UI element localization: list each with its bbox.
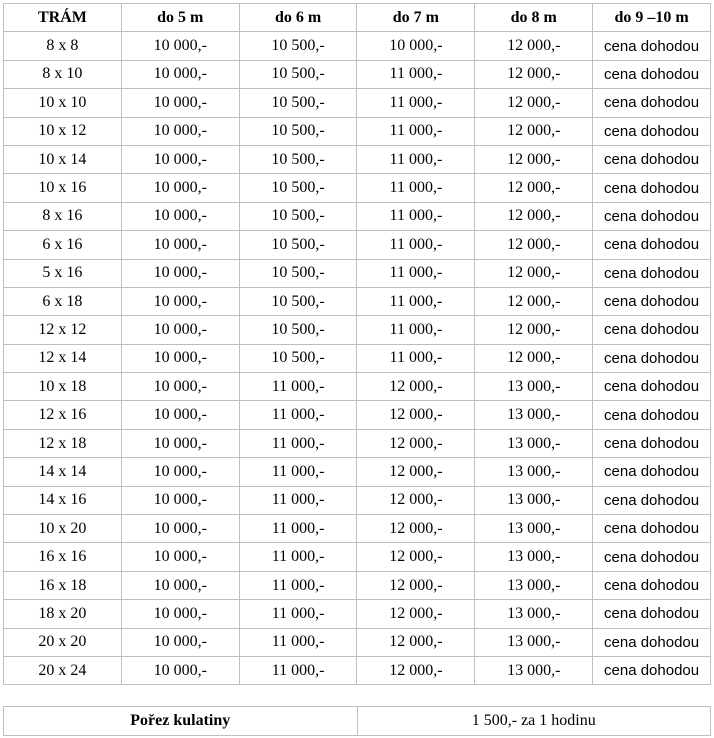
price-cell: 10 500,- (239, 231, 357, 259)
price-cell: 10 500,- (239, 32, 357, 60)
price-cell: 10 500,- (239, 287, 357, 315)
price-cell: 13 000,- (475, 429, 593, 457)
price-cell: 12 000,- (357, 571, 475, 599)
price-cell: cena dohodou (593, 429, 711, 457)
cutting-value: 1 500,- za 1 hodinu (357, 707, 711, 736)
price-cell: 10 000,- (121, 373, 239, 401)
price-cell: 13 000,- (475, 571, 593, 599)
price-cell: cena dohodou (593, 628, 711, 656)
column-header: do 9 –10 m (593, 4, 711, 32)
beam-size-cell: 8 x 8 (4, 32, 122, 60)
price-cell: 11 000,- (357, 231, 475, 259)
column-header: do 5 m (121, 4, 239, 32)
price-cell: 11 000,- (239, 543, 357, 571)
beam-size-cell: 6 x 18 (4, 287, 122, 315)
price-cell: cena dohodou (593, 145, 711, 173)
beam-size-cell: 10 x 16 (4, 174, 122, 202)
price-cell: 11 000,- (239, 429, 357, 457)
price-cell: 11 000,- (357, 316, 475, 344)
price-cell: 12 000,- (475, 231, 593, 259)
price-cell: 10 000,- (121, 401, 239, 429)
price-cell: 10 000,- (121, 287, 239, 315)
price-cell: cena dohodou (593, 373, 711, 401)
price-cell: 11 000,- (357, 287, 475, 315)
price-cell: 10 500,- (239, 259, 357, 287)
price-cell: 12 000,- (475, 117, 593, 145)
price-cell: 10 000,- (121, 117, 239, 145)
price-table-body (4, 32, 711, 685)
price-cell: 10 000,- (121, 344, 239, 372)
price-cell: cena dohodou (593, 117, 711, 145)
price-cell: 13 000,- (475, 656, 593, 684)
price-cell: cena dohodou (593, 543, 711, 571)
price-cell: 13 000,- (475, 600, 593, 628)
cutting-label: Pořez kulatiny (4, 707, 358, 736)
price-cell: 12 000,- (357, 656, 475, 684)
price-cell: cena dohodou (593, 231, 711, 259)
price-cell: 11 000,- (357, 344, 475, 372)
price-cell: 11 000,- (239, 571, 357, 599)
table-row (4, 316, 711, 344)
beam-size-cell: 10 x 20 (4, 515, 122, 543)
price-cell: 11 000,- (357, 145, 475, 173)
price-cell: 11 000,- (357, 60, 475, 88)
table-row (4, 600, 711, 628)
table-row (4, 543, 711, 571)
cutting-table (3, 706, 711, 736)
price-cell: 10 500,- (239, 60, 357, 88)
price-cell: 10 000,- (121, 202, 239, 230)
price-cell: 11 000,- (357, 174, 475, 202)
price-cell: cena dohodou (593, 486, 711, 514)
price-cell: cena dohodou (593, 89, 711, 117)
table-row (4, 656, 711, 684)
table-row (4, 60, 711, 88)
price-cell: 10 500,- (239, 117, 357, 145)
price-cell: 12 000,- (475, 344, 593, 372)
price-cell: 10 500,- (239, 202, 357, 230)
beam-size-cell: 20 x 20 (4, 628, 122, 656)
beam-size-cell: 10 x 12 (4, 117, 122, 145)
price-cell: 13 000,- (475, 401, 593, 429)
price-cell: 10 500,- (239, 145, 357, 173)
cutting-row (4, 707, 711, 736)
table-row (4, 259, 711, 287)
price-cell: cena dohodou (593, 287, 711, 315)
price-cell: 11 000,- (357, 259, 475, 287)
price-cell: cena dohodou (593, 259, 711, 287)
beam-size-cell: 10 x 14 (4, 145, 122, 173)
price-cell: 10 000,- (121, 543, 239, 571)
beam-size-cell: 12 x 14 (4, 344, 122, 372)
price-cell: cena dohodou (593, 401, 711, 429)
price-cell: 11 000,- (357, 117, 475, 145)
price-cell: 10 000,- (121, 60, 239, 88)
beam-size-cell: 5 x 16 (4, 259, 122, 287)
price-cell: 11 000,- (239, 486, 357, 514)
beam-size-cell: 16 x 18 (4, 571, 122, 599)
price-cell: cena dohodou (593, 344, 711, 372)
price-cell: 10 000,- (121, 316, 239, 344)
price-cell: 10 000,- (121, 656, 239, 684)
price-cell: 11 000,- (239, 628, 357, 656)
price-cell: 10 000,- (121, 628, 239, 656)
price-cell: cena dohodou (593, 571, 711, 599)
table-row (4, 401, 711, 429)
price-cell: cena dohodou (593, 316, 711, 344)
table-row (4, 429, 711, 457)
table-row (4, 571, 711, 599)
price-cell: 12 000,- (475, 259, 593, 287)
price-cell: 10 500,- (239, 316, 357, 344)
beam-size-cell: 6 x 16 (4, 231, 122, 259)
price-cell: cena dohodou (593, 174, 711, 202)
column-header: do 8 m (475, 4, 593, 32)
table-row (4, 486, 711, 514)
price-cell: 12 000,- (357, 543, 475, 571)
price-cell: 12 000,- (357, 373, 475, 401)
price-cell: cena dohodou (593, 600, 711, 628)
table-row (4, 202, 711, 230)
price-cell: 11 000,- (239, 458, 357, 486)
price-cell: 10 500,- (239, 174, 357, 202)
price-cell: 10 500,- (239, 89, 357, 117)
price-cell: 10 000,- (121, 600, 239, 628)
price-cell: 10 000,- (121, 89, 239, 117)
price-cell: 13 000,- (475, 373, 593, 401)
table-row (4, 231, 711, 259)
price-cell: 10 000,- (121, 571, 239, 599)
beam-size-cell: 10 x 10 (4, 89, 122, 117)
price-cell: 10 000,- (357, 32, 475, 60)
beam-size-cell: 12 x 16 (4, 401, 122, 429)
price-cell: 10 000,- (121, 515, 239, 543)
table-row (4, 287, 711, 315)
table-row (4, 628, 711, 656)
beam-size-cell: 14 x 16 (4, 486, 122, 514)
price-cell: 11 000,- (239, 373, 357, 401)
price-cell: 10 000,- (121, 174, 239, 202)
price-cell: 12 000,- (475, 174, 593, 202)
header-row (4, 4, 711, 32)
table-row (4, 32, 711, 60)
price-cell: 12 000,- (357, 401, 475, 429)
price-cell: 10 000,- (121, 145, 239, 173)
price-cell: 11 000,- (239, 515, 357, 543)
price-cell: 12 000,- (475, 145, 593, 173)
price-cell: 11 000,- (239, 600, 357, 628)
price-cell: 13 000,- (475, 486, 593, 514)
price-cell: 13 000,- (475, 628, 593, 656)
beam-size-cell: 18 x 20 (4, 600, 122, 628)
price-cell: 10 000,- (121, 429, 239, 457)
price-cell: 12 000,- (357, 486, 475, 514)
price-cell: 13 000,- (475, 543, 593, 571)
price-cell: 12 000,- (475, 202, 593, 230)
price-cell: 11 000,- (357, 89, 475, 117)
price-cell: 11 000,- (239, 656, 357, 684)
price-cell: 12 000,- (357, 515, 475, 543)
price-cell: 10 000,- (121, 486, 239, 514)
table-row (4, 117, 711, 145)
table-row (4, 373, 711, 401)
table-row (4, 145, 711, 173)
price-table (3, 3, 711, 685)
column-header: TRÁM (4, 4, 122, 32)
column-header: do 7 m (357, 4, 475, 32)
beam-size-cell: 12 x 12 (4, 316, 122, 344)
price-cell: cena dohodou (593, 60, 711, 88)
table-row (4, 458, 711, 486)
column-header: do 6 m (239, 4, 357, 32)
beam-size-cell: 10 x 18 (4, 373, 122, 401)
beam-size-cell: 8 x 16 (4, 202, 122, 230)
table-row (4, 174, 711, 202)
price-cell: 12 000,- (357, 429, 475, 457)
price-cell: 12 000,- (357, 458, 475, 486)
price-cell: cena dohodou (593, 458, 711, 486)
beam-size-cell: 8 x 10 (4, 60, 122, 88)
beam-size-cell: 14 x 14 (4, 458, 122, 486)
price-cell: 10 000,- (121, 231, 239, 259)
price-cell: 11 000,- (357, 202, 475, 230)
price-cell: 11 000,- (239, 401, 357, 429)
table-row (4, 344, 711, 372)
beam-size-cell: 20 x 24 (4, 656, 122, 684)
price-cell: 10 000,- (121, 458, 239, 486)
price-cell: 12 000,- (357, 628, 475, 656)
price-cell: 12 000,- (475, 89, 593, 117)
price-cell: 10 000,- (121, 32, 239, 60)
price-cell: cena dohodou (593, 202, 711, 230)
price-cell: cena dohodou (593, 656, 711, 684)
price-cell: 12 000,- (475, 316, 593, 344)
price-cell: 13 000,- (475, 458, 593, 486)
price-cell: 12 000,- (475, 287, 593, 315)
price-cell: 10 500,- (239, 344, 357, 372)
price-cell: cena dohodou (593, 515, 711, 543)
beam-size-cell: 16 x 16 (4, 543, 122, 571)
price-cell: 13 000,- (475, 515, 593, 543)
price-cell: 12 000,- (357, 600, 475, 628)
price-cell: cena dohodou (593, 32, 711, 60)
price-cell: 12 000,- (475, 60, 593, 88)
beam-size-cell: 12 x 18 (4, 429, 122, 457)
price-cell: 10 000,- (121, 259, 239, 287)
price-cell: 12 000,- (475, 32, 593, 60)
table-row (4, 515, 711, 543)
table-row (4, 89, 711, 117)
